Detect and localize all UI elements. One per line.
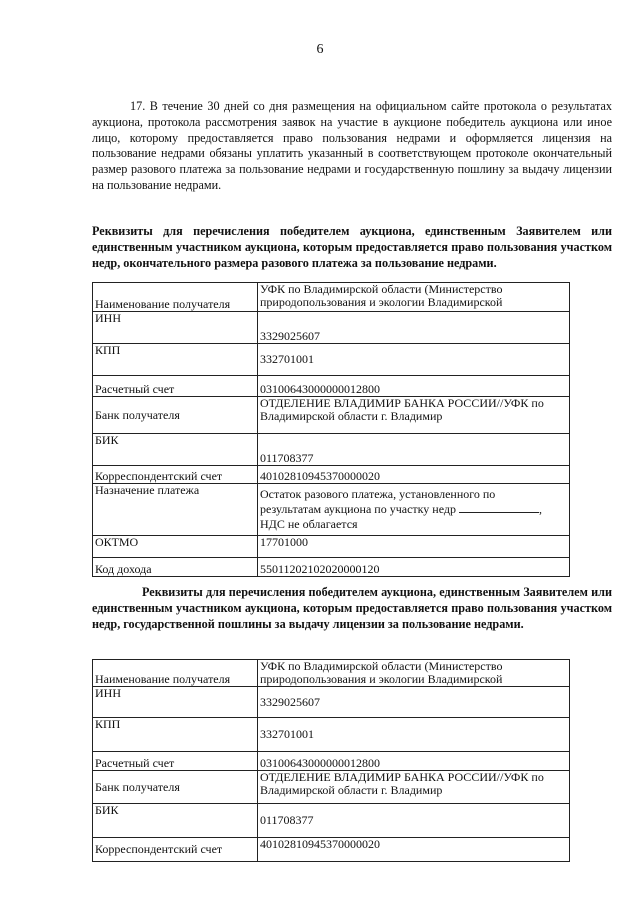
inn-value: 3329025607 bbox=[258, 687, 570, 718]
heading-text: Реквизиты для перечисления победителем аукциона, единственным Заявителем или единственным участником аукциона, которым предоставляется право пользования участком недр, окончательного размера разового платежа за пользование недрами. bbox=[92, 224, 612, 270]
purpose-line-3: НДС не облагается bbox=[260, 517, 358, 531]
bank-value: ОТДЕЛЕНИЕ ВЛАДИМИР БАНКА РОССИИ//УФК по Владимирской области г. Владимир bbox=[258, 771, 570, 804]
income-code-label: Код дохода bbox=[93, 558, 258, 577]
recipient-value: УФК по Владимирской области (Министерство природопользования и экологии Владимирской bbox=[258, 660, 570, 687]
account-label: Расчетный счет bbox=[93, 752, 258, 771]
table-row bbox=[93, 466, 570, 484]
table-row bbox=[93, 344, 570, 376]
table-row bbox=[93, 283, 570, 312]
bik-label: БИК bbox=[93, 434, 258, 466]
requisites-heading-duty bbox=[92, 584, 612, 632]
heading-text: Реквизиты для перечисления победителем аукциона, единственным Заявителем или единственным участником аукциона, которым предоставляется право пользования участком недр, государственной пошлины за выдачу лицензии за пользование недрами. bbox=[92, 585, 612, 631]
paragraph-number: 17. bbox=[130, 99, 146, 113]
kpp-value: 332701001 bbox=[258, 344, 570, 376]
table-row bbox=[93, 838, 570, 862]
purpose-line-2-text: результатам аукциона по участку недр bbox=[260, 502, 457, 516]
purpose-line-2 bbox=[260, 502, 567, 517]
bank-label: Банк получателя bbox=[93, 771, 258, 804]
bik-value: 011708377 bbox=[258, 434, 570, 466]
table-row bbox=[93, 536, 570, 558]
recipient-label: Наименование получателя bbox=[93, 660, 258, 687]
table-row bbox=[93, 804, 570, 838]
kpp-label: КПП bbox=[93, 344, 258, 376]
table-row bbox=[93, 376, 570, 397]
account-value: 03100643000000012800 bbox=[258, 752, 570, 771]
table-row bbox=[93, 687, 570, 718]
inn-label: ИНН bbox=[93, 312, 258, 344]
bik-value: 011708377 bbox=[258, 804, 570, 838]
oktmo-value: 17701000 bbox=[258, 536, 570, 558]
requisites-heading-payment bbox=[92, 223, 612, 271]
purpose-label: Назначение платежа bbox=[93, 484, 258, 536]
bik-label: БИК bbox=[93, 804, 258, 838]
requisites-table-payment bbox=[92, 282, 570, 577]
purpose-line-2-end: , bbox=[539, 502, 543, 516]
recipient-label: Наименование получателя bbox=[93, 283, 258, 312]
table-row bbox=[93, 397, 570, 434]
corr-account-label: Корреспондентский счет bbox=[93, 838, 258, 862]
purpose-value bbox=[258, 484, 570, 536]
corr-account-value: 40102810945370000020 bbox=[258, 466, 570, 484]
account-value: 03100643000000012800 bbox=[258, 376, 570, 397]
corr-account-value: 40102810945370000020 bbox=[258, 838, 570, 862]
table-row bbox=[93, 752, 570, 771]
table-row bbox=[93, 718, 570, 752]
page-number: 6 bbox=[316, 42, 324, 57]
income-code-value: 55011202102020000120 bbox=[258, 558, 570, 577]
corr-account-label: Корреспондентский счет bbox=[93, 466, 258, 484]
recipient-value: УФК по Владимирской области (Министерство природопользования и экологии Владимирской bbox=[258, 283, 570, 312]
paragraph-17 bbox=[92, 99, 612, 194]
kpp-value: 332701001 bbox=[258, 718, 570, 752]
bank-label: Банк получателя bbox=[93, 397, 258, 434]
table-row bbox=[93, 558, 570, 577]
blank-underline bbox=[459, 502, 539, 513]
table-row bbox=[93, 484, 570, 536]
requisites-table-duty bbox=[92, 659, 570, 862]
inn-value: 3329025607 bbox=[258, 312, 570, 344]
table-row bbox=[93, 660, 570, 687]
paragraph-text: В течение 30 дней со дня размещения на официальном сайте протокола о результатах аукциона, протокола рассмотрения заявок на участие в аукционе победитель аукциона или иное лицо, которому предоставляется право пользования недрами и оформляется лицензия на пользование недрами обязаны уплатить указанный в соответствующем протоколе окончательный размер разового платежа за пользование недрами и государственную пошлину за выдачу лицензии на пользование недрами. bbox=[92, 99, 613, 192]
inn-label: ИНН bbox=[93, 687, 258, 718]
purpose-line-1: Остаток разового платежа, установленного по bbox=[260, 487, 496, 501]
bank-value: ОТДЕЛЕНИЕ ВЛАДИМИР БАНКА РОССИИ//УФК по Владимирской области г. Владимир bbox=[258, 397, 570, 434]
table-row bbox=[93, 771, 570, 804]
table-row bbox=[93, 434, 570, 466]
kpp-label: КПП bbox=[93, 718, 258, 752]
oktmo-label: ОКТМО bbox=[93, 536, 258, 558]
account-label: Расчетный счет bbox=[93, 376, 258, 397]
table-row bbox=[93, 312, 570, 344]
